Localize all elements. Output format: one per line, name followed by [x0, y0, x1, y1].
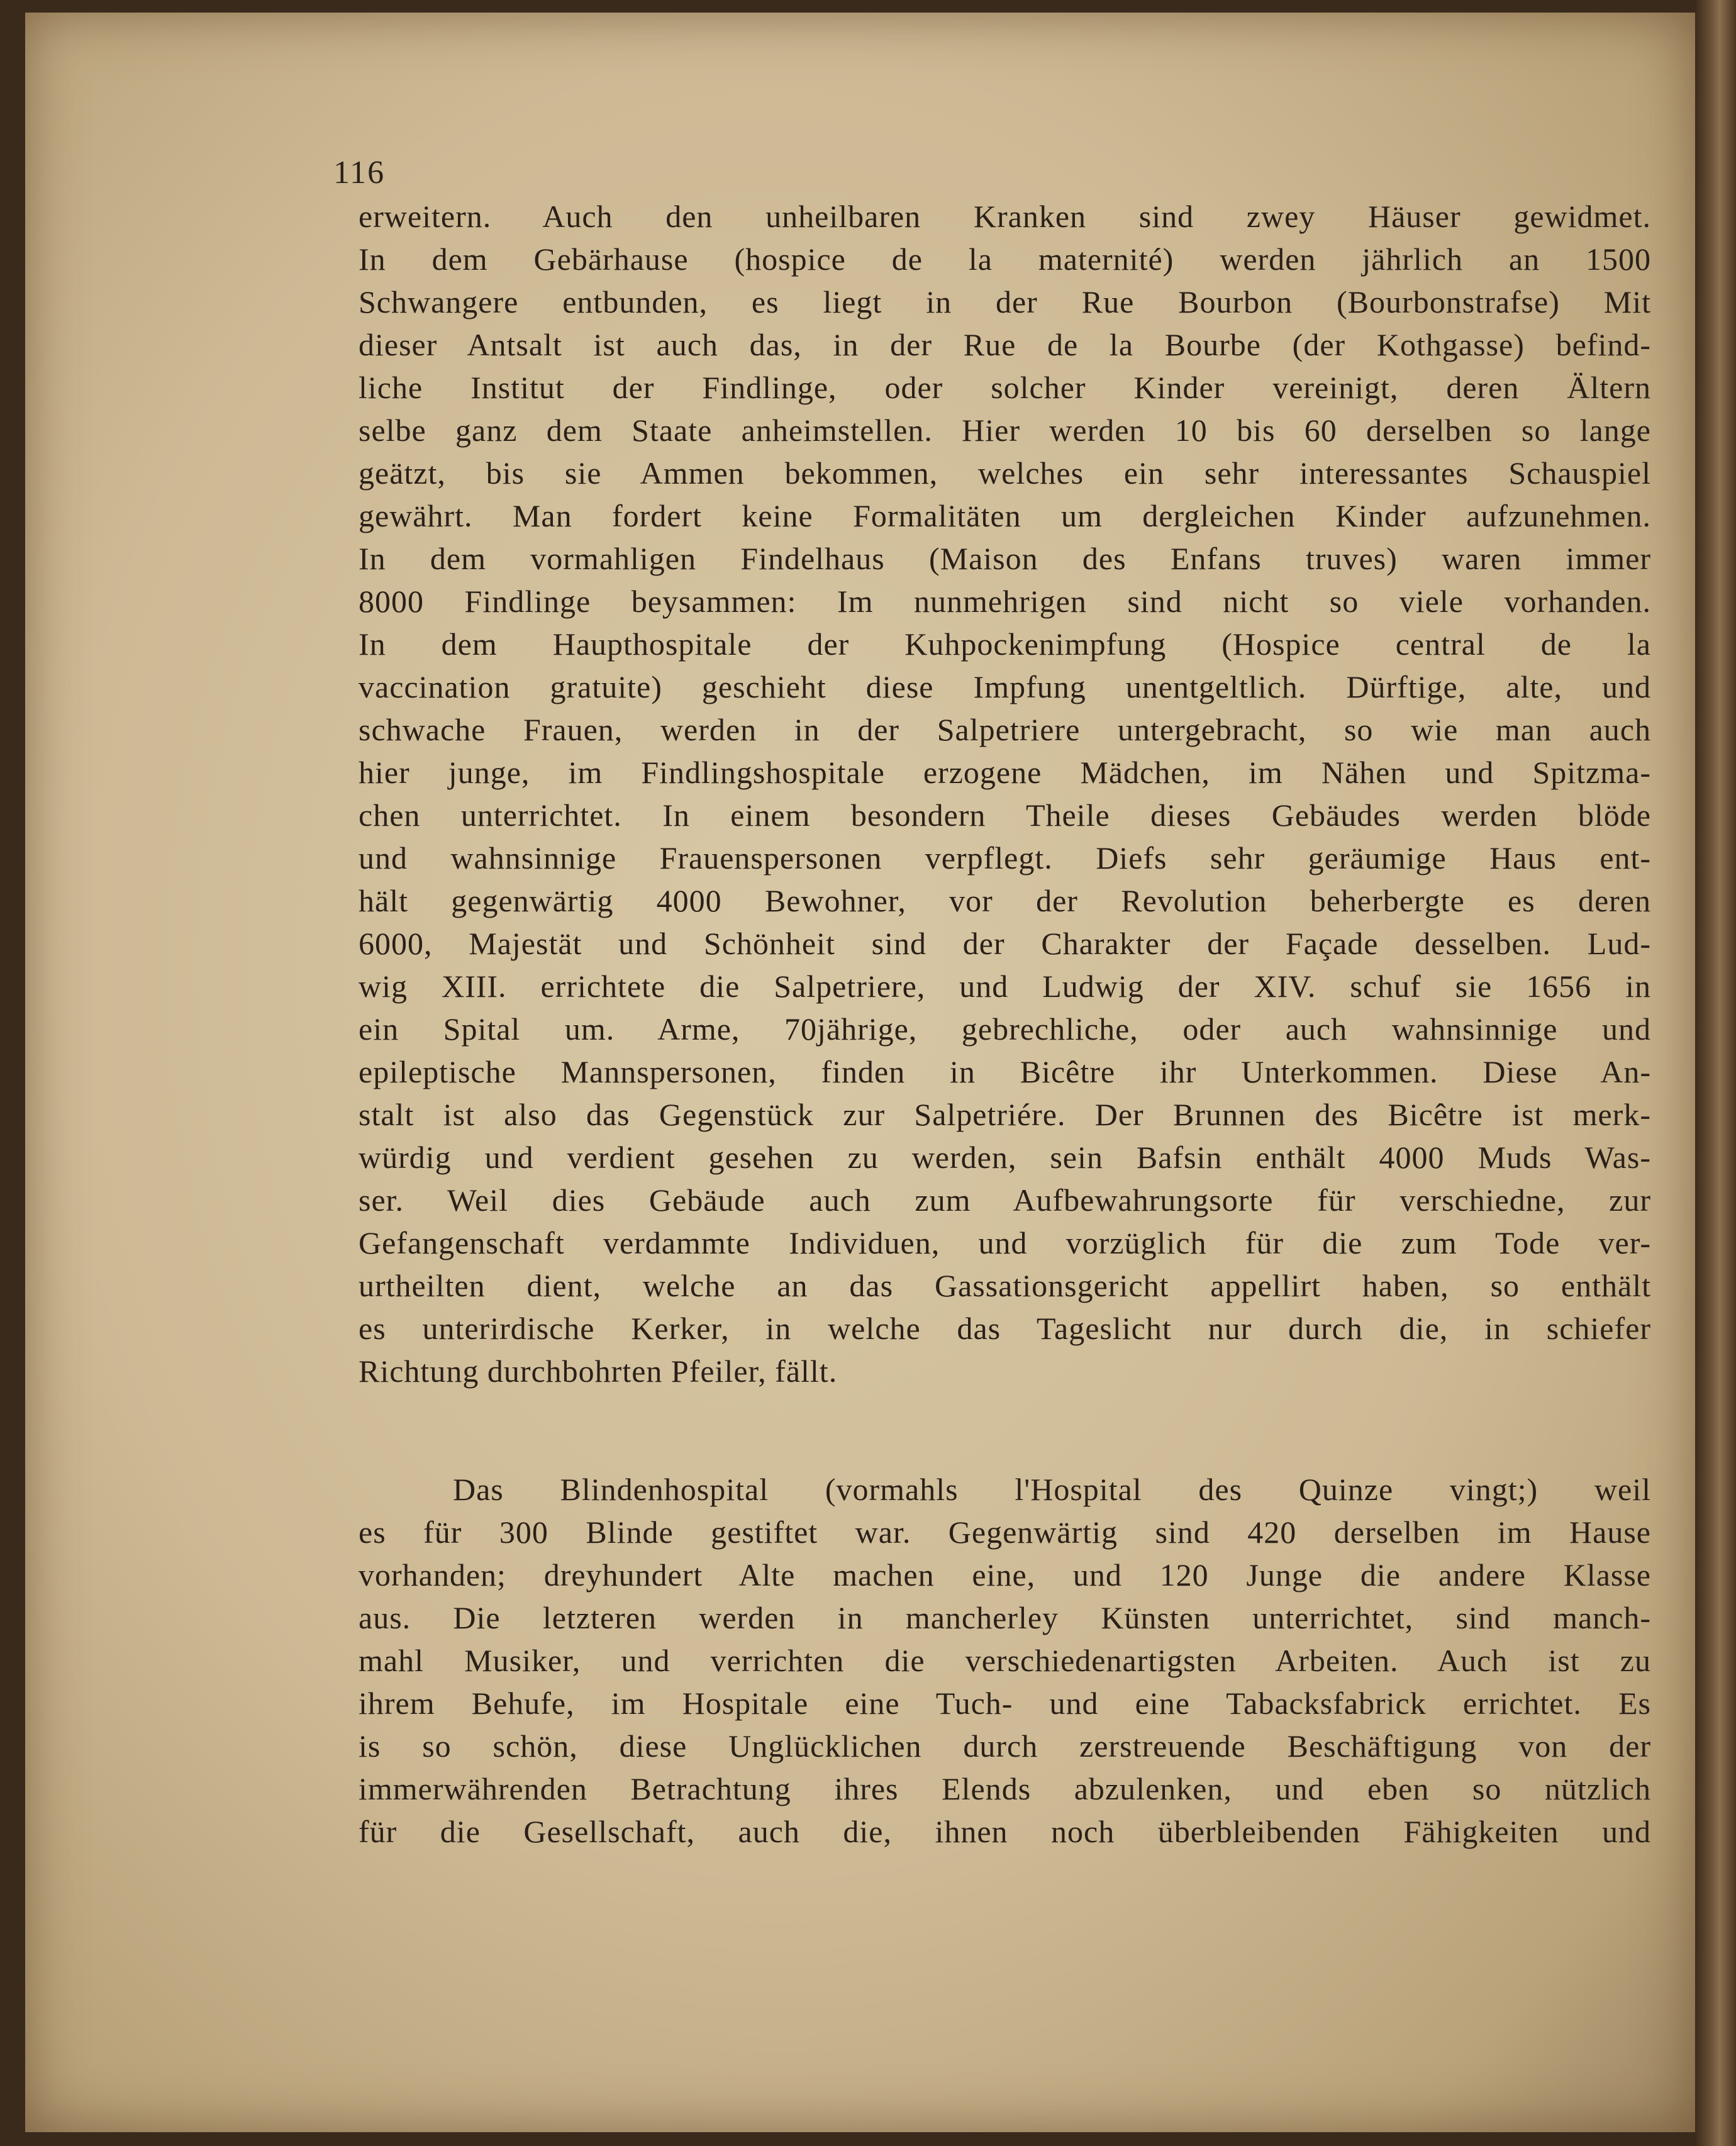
text-line: es für 300 Blinde gestiftet war. Gegenwärtig sind 420 derselben im Hause: [359, 1515, 1651, 1550]
text-line: In dem vormahligen Findelhaus (Maison des Enfans truves) waren immer: [359, 541, 1651, 576]
text-line: ein Spital um. Arme, 70jährige, gebrechliche, oder auch wahnsinnige und: [359, 1011, 1651, 1047]
text-line: erweitern. Auch den unheilbaren Kranken sind zwey Häuser gewidmet.: [359, 199, 1651, 234]
text-line: es unterirdische Kerker, in welche das Tageslicht nur durch die, in schiefer: [359, 1311, 1651, 1346]
text-line: In dem Gebärhause (hospice de la maternité) werden jährlich an 1500: [359, 242, 1651, 277]
text-line: Das Blindenhospital (vormahls l'Hospital des Quinze vingt;) weil: [453, 1472, 1651, 1507]
text-line: aus. Die letzteren werden in mancherley Künsten unterrichtet, sind manch-: [359, 1600, 1651, 1635]
text-line: is so schön, diese Unglücklichen durch zerstreuende Beschäftigung von der: [359, 1728, 1651, 1764]
text-line: immerwährenden Betrachtung ihres Elends abzulenken, und eben so nützlich: [359, 1771, 1651, 1806]
text-line: würdig und verdient gesehen zu werden, sein Bafsin enthält 4000 Muds Was-: [359, 1140, 1651, 1175]
text-line: schwache Frauen, werden in der Salpetriere untergebracht, so wie man auch: [359, 712, 1651, 747]
book-page: [25, 13, 1695, 2132]
text-line: wig XIII. errichtete die Salpetriere, und Ludwig der XIV. schuf sie 1656 in: [359, 969, 1651, 1004]
text-line: urtheilten dient, welche an das Gassationsgericht appellirt haben, so enthält: [359, 1268, 1651, 1303]
text-line: chen unterrichtet. In einem besondern Theile dieses Gebäudes werden blöde: [359, 798, 1651, 833]
book-spine: [1695, 0, 1736, 2146]
page-number: 116: [333, 155, 386, 191]
text-line: ihrem Behufe, im Hospitale eine Tuch- und eine Tabacksfabrick errichtet. Es: [359, 1686, 1651, 1721]
text-line: 8000 Findlinge beysammen: Im nunmehrigen sind nicht so viele vorhanden.: [359, 584, 1651, 619]
text-line: In dem Haupthospitale der Kuhpockenimpfung (Hospice central de la: [359, 626, 1651, 662]
text-line: ser. Weil dies Gebäude auch zum Aufbewahrungsorte für verschiedne, zur: [359, 1182, 1651, 1218]
text-line: für die Gesellschaft, auch die, ihnen noch überbleibenden Fähigkeiten und: [359, 1814, 1651, 1849]
paragraph: [359, 195, 1651, 1393]
text-line: Schwangere entbunden, es liegt in der Rue Bourbon (Bourbonstrafse) Mit: [359, 284, 1651, 320]
text-line: 6000, Majestät und Schönheit sind der Charakter der Façade desselben. Lud-: [359, 926, 1651, 961]
text-line: liche Institut der Findlinge, oder solcher Kinder vereinigt, deren Ältern: [359, 370, 1651, 405]
text-line: selbe ganz dem Staate anheimstellen. Hier werden 10 bis 60 derselben so lange: [359, 413, 1651, 448]
text-line: mahl Musiker, und verrichten die verschiedenartigsten Arbeiten. Auch ist zu: [359, 1643, 1651, 1678]
text-line: gewährt. Man fordert keine Formalitäten um dergleichen Kinder aufzunehmen.: [359, 498, 1651, 533]
text-line: vorhanden; dreyhundert Alte machen eine, und 120 Junge die andere Klasse: [359, 1557, 1651, 1593]
text-line: hält gegenwärtig 4000 Bewohner, vor der Revolution beherbergte es deren: [359, 883, 1651, 918]
text-line: Richtung durchbohrten Pfeiler, fällt.: [359, 1354, 838, 1389]
text-line: hier junge, im Findlingshospitale erzogene Mädchen, im Nähen und Spitzma-: [359, 755, 1651, 790]
text-line: geätzt, bis sie Ammen bekommen, welches ein sehr interessantes Schauspiel: [359, 455, 1651, 491]
text-block: [359, 195, 1651, 1853]
text-line: stalt ist also das Gegenstück zur Salpetriére. Der Brunnen des Bicêtre ist merk-: [359, 1097, 1651, 1132]
text-line: epileptische Mannspersonen, finden in Bicêtre ihr Unterkommen. Diese An-: [359, 1054, 1651, 1089]
text-line: vaccination gratuite) geschieht diese Impfung unentgeltlich. Dürftige, alte, und: [359, 669, 1651, 704]
text-line: und wahnsinnige Frauenspersonen verpflegt. Diefs sehr geräumige Haus ent-: [359, 840, 1651, 876]
paragraph: [359, 1468, 1651, 1853]
text-line: dieser Antsalt ist auch das, in der Rue de la Bourbe (der Kothgasse) befind-: [359, 327, 1651, 362]
text-line: Gefangenschaft verdammte Individuen, und vorzüglich für die zum Tode ver-: [359, 1225, 1651, 1260]
